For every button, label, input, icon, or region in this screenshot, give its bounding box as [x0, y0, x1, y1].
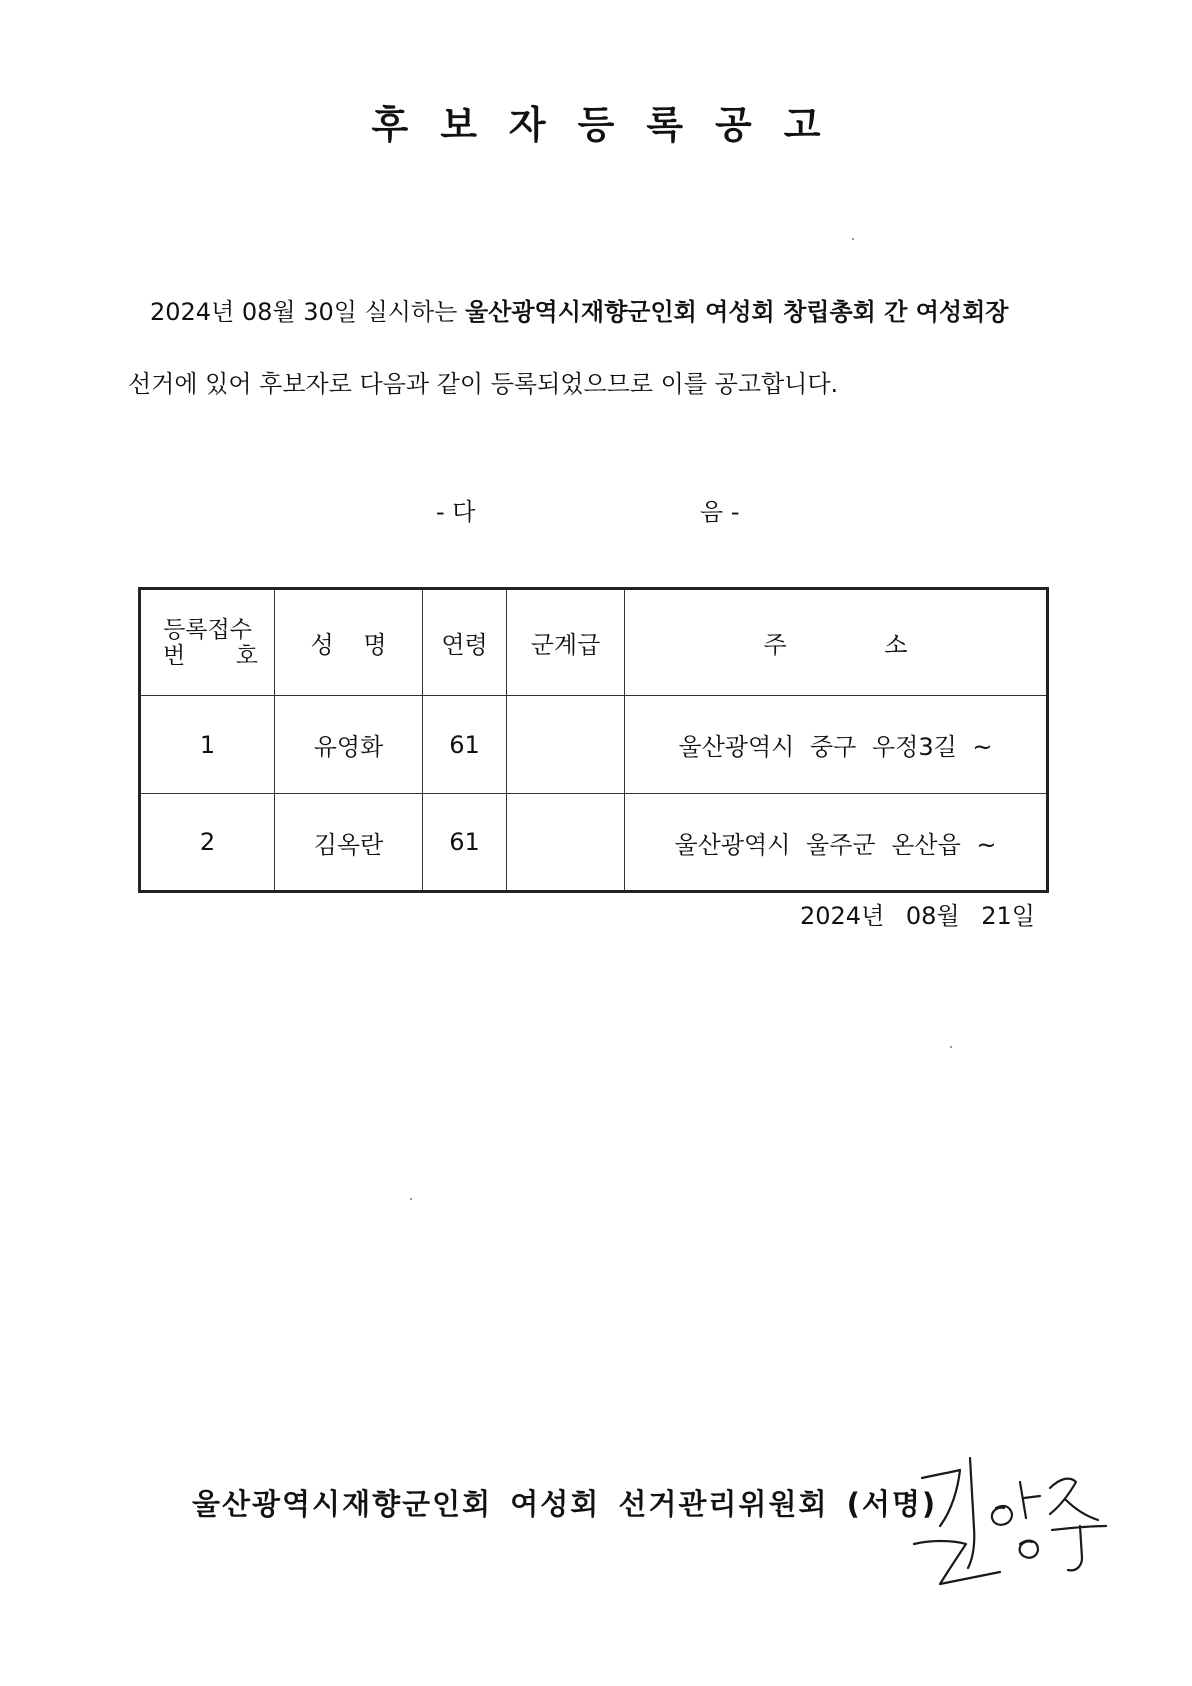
- cell-address: 울산광역시 울주군 온산읍 ~: [625, 794, 1048, 892]
- separator-left: - 다: [436, 498, 476, 526]
- header-rank: 군계급: [507, 589, 625, 696]
- committee-name: 울산광역시재향군인회 여성회 선거관리위원회 (서명): [192, 1487, 938, 1521]
- cell-address: 울산광역시 중구 우정3길 ~: [625, 696, 1048, 794]
- header-address: 주 소: [625, 589, 1048, 696]
- scan-speck: [950, 1046, 952, 1048]
- body-line-1-bold: 울산광역시재향군인회 여성회 창립총회 간 여성회장: [464, 298, 1009, 326]
- cell-name: 김옥란: [275, 794, 423, 892]
- cell-no: 1: [140, 696, 275, 794]
- scan-speck: [410, 1198, 412, 1200]
- body-line-2: 선거에 있어 후보자로 다음과 같이 등록되었으므로 이를 공고합니다.: [128, 370, 839, 398]
- cell-rank: [507, 696, 625, 794]
- header-age: 연령: [423, 589, 507, 696]
- cell-age: 61: [423, 696, 507, 794]
- cell-no: 2: [140, 794, 275, 892]
- scan-speck: [852, 238, 854, 240]
- announcement-date: 2024년 08월 21일: [800, 902, 1035, 930]
- table-row: [140, 696, 1048, 794]
- separator-right: 음 -: [700, 498, 740, 526]
- cell-name: 유영화: [275, 696, 423, 794]
- header-registration-number: [140, 589, 275, 696]
- body-line-1-prefix: 2024년 08월 30일 실시하는: [150, 298, 465, 326]
- body-line-1: [150, 292, 1008, 327]
- header-number-left: 번: [163, 642, 186, 669]
- table-header-row: [140, 589, 1048, 696]
- cell-rank: [507, 794, 625, 892]
- header-name: 성 명: [275, 589, 423, 696]
- handwritten-signature: [900, 1448, 1130, 1598]
- header-number-line1: 등록접수: [163, 616, 252, 643]
- header-number-right: 호: [235, 642, 258, 669]
- cell-age: 61: [423, 794, 507, 892]
- document-title: 후보자등록공고: [371, 103, 853, 147]
- table-row: [140, 794, 1048, 892]
- candidates-table: [138, 587, 1049, 893]
